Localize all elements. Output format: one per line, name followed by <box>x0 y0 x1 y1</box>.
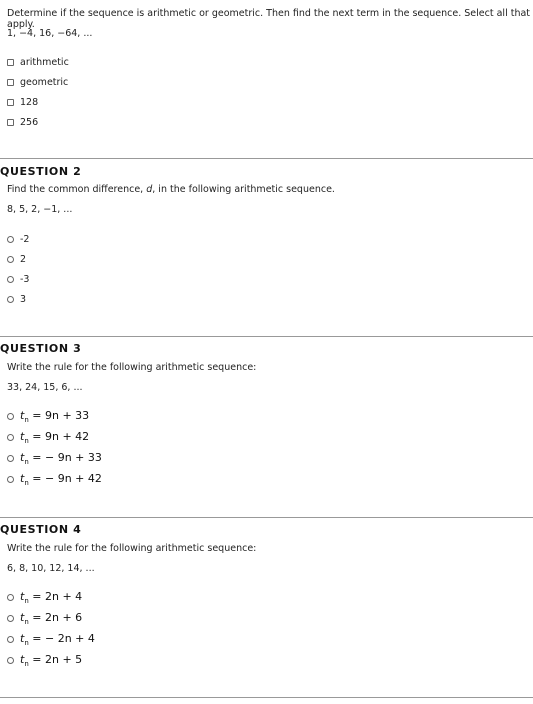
radio-icon[interactable] <box>7 476 14 483</box>
q2-prompt-variable: d <box>146 184 153 195</box>
q3-option-1[interactable] <box>7 409 89 423</box>
q2-prompt-before: Find the common difference, <box>7 184 147 195</box>
q1-option-256[interactable] <box>7 115 38 129</box>
q4-option-formula: $t_n = 2n + 4$ <box>20 589 83 605</box>
q3-option-formula: $t_n$ = − 9n + 33 <box>20 450 102 466</box>
checkbox-icon[interactable] <box>7 119 14 126</box>
question-3-sequence: 33, 24, 15, 6, ... <box>7 382 83 393</box>
q4-option-3[interactable] <box>7 632 95 646</box>
question-1-prompt: Determine if the sequence is arithmetic or geometric. Then find the next term in the sequence. Select all that apply. <box>7 8 531 30</box>
q1-option-128[interactable] <box>7 95 38 109</box>
q1-option-label: arithmetic <box>20 56 69 68</box>
question-2-sequence: 8, 5, 2, −1, ... <box>7 204 73 215</box>
radio-icon[interactable] <box>7 615 14 622</box>
q1-option-label: 256 <box>20 116 39 128</box>
q2-option-label: 2 <box>20 253 27 265</box>
question-divider <box>0 697 533 698</box>
q2-option-label: 3 <box>20 293 27 305</box>
radio-icon[interactable] <box>7 256 14 263</box>
checkbox-icon[interactable] <box>7 79 14 86</box>
radio-icon[interactable] <box>7 434 14 441</box>
q2-option-4[interactable] <box>7 292 26 306</box>
radio-icon[interactable] <box>7 236 14 243</box>
q3-option-formula: $t_n = 9n + 42$ <box>20 429 90 445</box>
question-4-sequence: 6, 8, 10, 12, 14, ... <box>7 563 95 574</box>
q4-option-4[interactable] <box>7 653 82 667</box>
question-3-prompt: Write the rule for the following arithmetic sequence: <box>7 362 257 373</box>
q3-option-4[interactable] <box>7 472 102 486</box>
q4-option-formula: $t_n = 2n + 5$ <box>20 652 83 668</box>
q2-option-2[interactable] <box>7 252 26 266</box>
radio-icon[interactable] <box>7 594 14 601</box>
q1-option-geometric[interactable] <box>7 75 68 89</box>
question-3-heading: QUESTION 3 <box>0 342 82 355</box>
q1-option-arithmetic[interactable] <box>7 55 69 69</box>
radio-icon[interactable] <box>7 276 14 283</box>
q4-option-1[interactable] <box>7 590 82 604</box>
question-2-heading: QUESTION 2 <box>0 165 82 178</box>
question-divider <box>0 517 533 518</box>
question-4-prompt: Write the rule for the following arithmetic sequence: <box>7 543 257 554</box>
q2-option-3[interactable] <box>7 272 29 286</box>
question-divider <box>0 336 533 337</box>
radio-icon[interactable] <box>7 455 14 462</box>
checkbox-icon[interactable] <box>7 99 14 106</box>
q4-option-2[interactable] <box>7 611 82 625</box>
q4-option-formula: $t_n = 2n + 6$ <box>20 610 83 626</box>
q3-option-2[interactable] <box>7 430 89 444</box>
radio-icon[interactable] <box>7 636 14 643</box>
q1-option-label: geometric <box>20 76 69 88</box>
radio-icon[interactable] <box>7 657 14 664</box>
q2-option-1[interactable] <box>7 232 29 246</box>
q1-option-label: 128 <box>20 96 39 108</box>
radio-icon[interactable] <box>7 413 14 420</box>
radio-icon[interactable] <box>7 296 14 303</box>
checkbox-icon[interactable] <box>7 59 14 66</box>
question-4-heading: QUESTION 4 <box>0 523 82 536</box>
q3-option-formula: $t_n = 9n + 33$ <box>20 408 90 424</box>
q2-option-label: -2 <box>20 233 30 245</box>
q2-prompt-after: , in the following arithmetic sequence. <box>152 184 335 195</box>
question-2-prompt <box>7 184 335 195</box>
q4-option-formula: $t_n$ = − 2n + 4 <box>20 631 95 647</box>
question-1-sequence: 1, −4, 16, −64, ... <box>7 28 93 39</box>
q2-option-label: -3 <box>20 273 30 285</box>
q3-option-3[interactable] <box>7 451 102 465</box>
question-divider <box>0 158 533 159</box>
q3-option-formula: $t_n$ = − 9n + 42 <box>20 471 102 487</box>
